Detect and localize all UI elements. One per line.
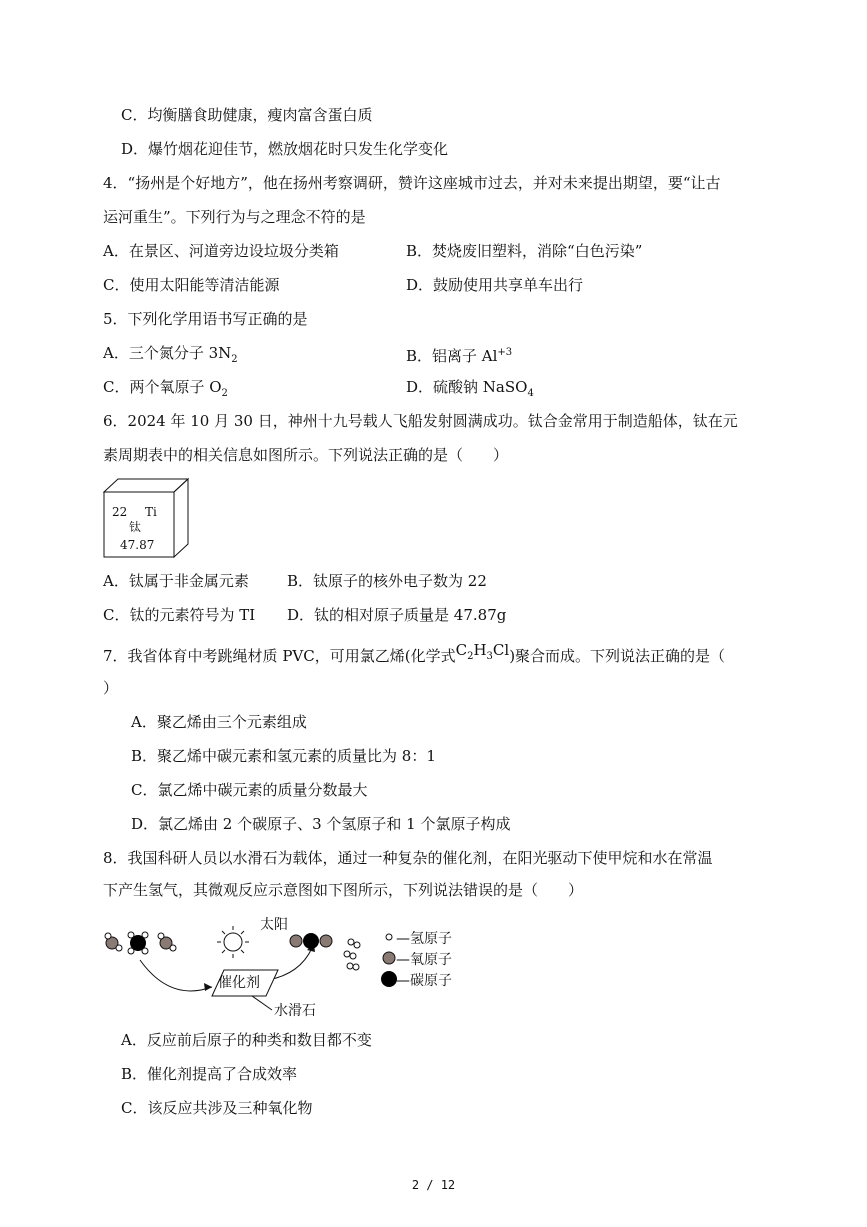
q6-option-d: D．钛的相对原子质量是 47.87g [287, 606, 507, 624]
sun-icon [217, 926, 249, 958]
q8-option-b: B．催化剂提高了合成效率 [121, 1065, 298, 1083]
q6-stem-line2: 素周期表中的相关信息如图所示。下列说法正确的是（ ） [103, 446, 509, 464]
q8-stem-line2: 下产生氢气，其微观反应示意图如下图所示，下列说法错误的是（ ） [103, 881, 584, 899]
q7-option-d: D．氯乙烯由 2 个碳原子、3 个氢原子和 1 个氯原子构成 [131, 815, 511, 833]
q8-option-a: A．反应前后原子的种类和数目都不变 [121, 1031, 372, 1049]
page-number: 2 / 12 [411, 1178, 456, 1192]
q4-option-c: C．使用太阳能等清洁能源 [103, 276, 280, 294]
tile-element-name: 钛 [129, 520, 142, 534]
q7-option-b: B．聚乙烯中碳元素和氢元素的质量比为 8：1 [131, 747, 436, 765]
product-carbon-dioxide-molecule [290, 933, 332, 949]
q7-formula: $C_2H_3Cl$ [455, 641, 510, 662]
sun-label: 太阳 [260, 917, 288, 933]
reactant-water-molecule-1 [105, 933, 122, 951]
q5-option-b: B．铝离子 $Al^{+3}$ [406, 347, 513, 365]
q4-stem-line1: 4．“扬州是个好地方”，他在扬州考察调研，赞许这座城市过去，并对未来提出期望，要“让古 [103, 174, 721, 192]
catalyst-label: 催化剂 [218, 975, 260, 991]
periodic-table-tile-titanium [103, 478, 189, 558]
q4-stem-line2: 运河重生”。下列行为与之理念不符的是 [103, 208, 366, 226]
reactant-water-molecule-2 [158, 933, 176, 951]
q5-option-a: A．三个氮分子 $3N_2$ [103, 344, 238, 365]
tile-element-symbol: Ti [145, 505, 157, 519]
product-hydrogen-molecules [344, 939, 360, 970]
q8-option-c: C．该反应共涉及三种氧化物 [121, 1099, 313, 1117]
q7-stem-line1: 7．我省体育中考跳绳材质 PVC，可用氯乙烯(化学式$C_2H_3Cl$)聚合而成。下列说法正确的是（ [103, 641, 726, 665]
q5-option-d: D．硫酸钠 NaSO$_4$ [406, 378, 534, 399]
q4-option-b: B．焚烧废旧塑料，消除“白色污染” [406, 242, 643, 260]
q3-option-d: D．爆竹烟花迎佳节，燃放烟花时只发生化学变化 [121, 140, 449, 158]
legend-hydrogen-icon [386, 934, 392, 940]
q5-option-c: C．两个氧原子 $O_2$ [103, 378, 228, 399]
q6-option-c: C．钛的元素符号为 TI [103, 606, 256, 624]
q5-stem: 5．下列化学用语书写正确的是 [103, 310, 308, 328]
q7-stem-line2: ） [103, 679, 119, 697]
q6-option-b: B．钛原子的核外电子数为 22 [287, 572, 487, 590]
tile-atomic-number: 22 [112, 505, 128, 519]
tile-atomic-mass: 47.87 [120, 538, 155, 552]
legend-carbon-icon [381, 971, 397, 987]
q6-stem-line1: 6．2024 年 10 月 30 日，神州十九号载人飞船发射圆满成功。钛合金常用于制造船体，钛在元 [103, 412, 738, 430]
q7-option-a: A．聚乙烯由三个元素组成 [131, 713, 307, 731]
reactant-methane-molecule [128, 932, 148, 954]
q4-option-a: A．在景区、河道旁边设垃圾分类箱 [103, 242, 339, 260]
legend-oxygen-icon [383, 952, 395, 964]
q7-option-c: C．氯乙烯中碳元素的质量分数最大 [131, 781, 368, 799]
legend-oxygen-label: —氧原子 [396, 952, 452, 968]
q3-option-c: C．均衡膳食助健康，瘦肉富含蛋白质 [121, 106, 373, 124]
q8-stem-line1: 8．我国科研人员以水滑石为载体，通过一种复杂的催化剂，在阳光驱动下使甲烷和水在常温 [103, 849, 713, 867]
q4-option-d: D．鼓励使用共享单车出行 [406, 276, 584, 294]
legend-carbon-label: —碳原子 [396, 973, 452, 989]
legend-hydrogen-label: —氢原子 [396, 931, 452, 947]
support-label: 水滑石 [274, 1003, 316, 1019]
reaction-diagram [100, 912, 480, 1022]
q6-option-a: A．钛属于非金属元素 [103, 572, 249, 590]
